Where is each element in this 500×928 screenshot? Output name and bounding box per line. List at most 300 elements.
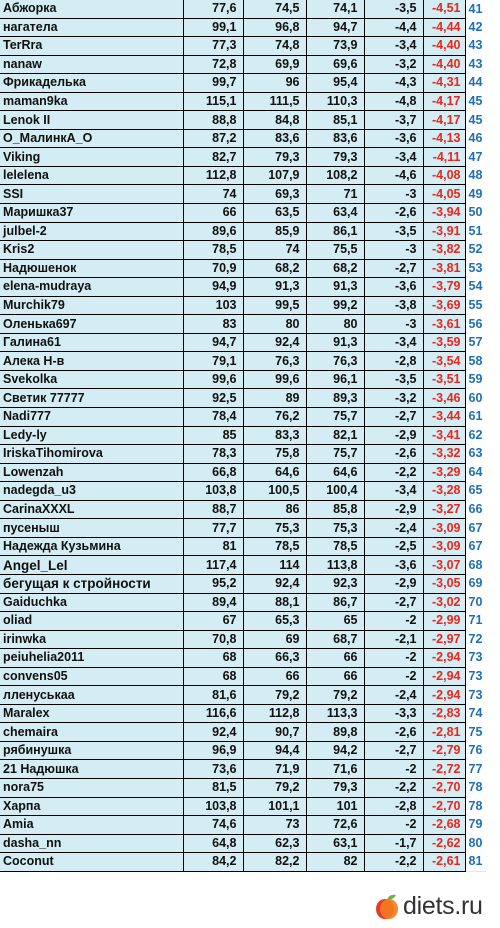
kg-change-cell: -3,6 xyxy=(364,129,423,148)
table-row xyxy=(0,482,486,501)
rank-cell: 41 xyxy=(465,0,486,18)
prev-weight-cell: 86 xyxy=(243,500,306,519)
start-weight-cell: 77,3 xyxy=(183,37,243,56)
start-weight-cell: 78,5 xyxy=(183,241,243,260)
prev-weight-cell: 74,5 xyxy=(243,0,306,18)
start-weight-cell: 117,4 xyxy=(183,556,243,575)
participant-name: maman9ka xyxy=(0,92,183,111)
current-weight-cell: 82 xyxy=(306,853,364,872)
percent-loss-cell: -4,40 xyxy=(423,37,465,56)
table-row xyxy=(0,686,486,705)
start-weight-cell: 67 xyxy=(183,612,243,631)
kg-change-cell: -2 xyxy=(364,667,423,686)
participant-name: Gaiduchka xyxy=(0,593,183,612)
table-row xyxy=(0,37,486,56)
participant-name: elena-mudraya xyxy=(0,278,183,297)
prev-weight-cell: 89 xyxy=(243,389,306,408)
rank-cell: 46 xyxy=(465,129,486,148)
current-weight-cell: 91,3 xyxy=(306,278,364,297)
rank-cell: 71 xyxy=(465,612,486,631)
table-row xyxy=(0,315,486,334)
percent-loss-cell: -2,94 xyxy=(423,686,465,705)
start-weight-cell: 70,9 xyxy=(183,259,243,278)
current-weight-cell: 85,1 xyxy=(306,111,364,130)
rank-cell: 45 xyxy=(465,92,486,111)
participant-name: Оленька697 xyxy=(0,315,183,334)
prev-weight-cell: 107,9 xyxy=(243,166,306,185)
rank-cell: 61 xyxy=(465,408,486,427)
rank-cell: 53 xyxy=(465,259,486,278)
current-weight-cell: 66 xyxy=(306,649,364,668)
kg-change-cell: -2,7 xyxy=(364,593,423,612)
participant-name: Алека Н-в xyxy=(0,352,183,371)
rank-cell: 45 xyxy=(465,111,486,130)
rank-cell: 50 xyxy=(465,204,486,223)
rank-cell: 67 xyxy=(465,519,486,538)
start-weight-cell: 88,7 xyxy=(183,500,243,519)
percent-loss-cell: -2,70 xyxy=(423,797,465,816)
table-row xyxy=(0,185,486,204)
percent-loss-cell: -3,32 xyxy=(423,445,465,464)
table-row xyxy=(0,333,486,352)
rank-cell: 57 xyxy=(465,333,486,352)
current-weight-cell: 95,4 xyxy=(306,74,364,93)
prev-weight-cell: 101,1 xyxy=(243,797,306,816)
current-weight-cell: 85,8 xyxy=(306,500,364,519)
percent-loss-cell: -2,79 xyxy=(423,741,465,760)
kg-change-cell: -3,5 xyxy=(364,222,423,241)
rank-cell: 59 xyxy=(465,370,486,389)
table-row xyxy=(0,667,486,686)
rank-cell: 47 xyxy=(465,148,486,167)
table-row xyxy=(0,519,486,538)
prev-weight-cell: 90,7 xyxy=(243,723,306,742)
current-weight-cell: 79,3 xyxy=(306,148,364,167)
current-weight-cell: 86,1 xyxy=(306,222,364,241)
participant-name: Надежда Кузьмина xyxy=(0,537,183,556)
rank-cell: 58 xyxy=(465,352,486,371)
current-weight-cell: 83,6 xyxy=(306,129,364,148)
prev-weight-cell: 99,6 xyxy=(243,370,306,389)
start-weight-cell: 74,6 xyxy=(183,816,243,835)
start-weight-cell: 77,7 xyxy=(183,519,243,538)
percent-loss-cell: -2,61 xyxy=(423,853,465,872)
start-weight-cell: 73,6 xyxy=(183,760,243,779)
prev-weight-cell: 91,3 xyxy=(243,278,306,297)
kg-change-cell: -2,9 xyxy=(364,500,423,519)
kg-change-cell: -4,6 xyxy=(364,166,423,185)
current-weight-cell: 79,3 xyxy=(306,778,364,797)
table-row xyxy=(0,649,486,668)
kg-change-cell: -3,3 xyxy=(364,704,423,723)
participant-name: Kris2 xyxy=(0,241,183,260)
rank-cell: 51 xyxy=(465,222,486,241)
current-weight-cell: 75,5 xyxy=(306,241,364,260)
table-row xyxy=(0,537,486,556)
current-weight-cell: 80 xyxy=(306,315,364,334)
table-row xyxy=(0,704,486,723)
kg-change-cell: -3,2 xyxy=(364,389,423,408)
kg-change-cell: -3,5 xyxy=(364,370,423,389)
current-weight-cell: 69,6 xyxy=(306,55,364,74)
kg-change-cell: -3,6 xyxy=(364,556,423,575)
participant-name: Фрикаделька xyxy=(0,74,183,93)
start-weight-cell: 99,7 xyxy=(183,74,243,93)
rank-cell: 65 xyxy=(465,482,486,501)
current-weight-cell: 75,3 xyxy=(306,519,364,538)
rank-cell: 48 xyxy=(465,166,486,185)
table-row xyxy=(0,92,486,111)
table-row xyxy=(0,834,486,853)
prev-weight-cell: 83,3 xyxy=(243,426,306,445)
current-weight-cell: 101 xyxy=(306,797,364,816)
kg-change-cell: -3,2 xyxy=(364,55,423,74)
kg-change-cell: -2,4 xyxy=(364,519,423,538)
prev-weight-cell: 83,6 xyxy=(243,129,306,148)
table-row xyxy=(0,408,486,427)
kg-change-cell: -3,5 xyxy=(364,0,423,18)
participant-name: нагатела xyxy=(0,18,183,37)
prev-weight-cell: 79,3 xyxy=(243,148,306,167)
rank-cell: 73 xyxy=(465,649,486,668)
start-weight-cell: 70,8 xyxy=(183,630,243,649)
kg-change-cell: -2,9 xyxy=(364,426,423,445)
prev-weight-cell: 69 xyxy=(243,630,306,649)
rank-cell: 75 xyxy=(465,723,486,742)
table-row xyxy=(0,166,486,185)
prev-weight-cell: 100,5 xyxy=(243,482,306,501)
percent-loss-cell: -2,94 xyxy=(423,667,465,686)
percent-loss-cell: -3,81 xyxy=(423,259,465,278)
percent-loss-cell: -3,82 xyxy=(423,241,465,260)
prev-weight-cell: 92,4 xyxy=(243,333,306,352)
participant-name: TerRra xyxy=(0,37,183,56)
table-row xyxy=(0,278,486,297)
percent-loss-cell: -3,51 xyxy=(423,370,465,389)
start-weight-cell: 78,3 xyxy=(183,445,243,464)
rank-cell: 72 xyxy=(465,630,486,649)
current-weight-cell: 91,3 xyxy=(306,333,364,352)
kg-change-cell: -3,4 xyxy=(364,482,423,501)
prev-weight-cell: 74,8 xyxy=(243,37,306,56)
current-weight-cell: 82,1 xyxy=(306,426,364,445)
start-weight-cell: 79,1 xyxy=(183,352,243,371)
percent-loss-cell: -4,44 xyxy=(423,18,465,37)
kg-change-cell: -2,8 xyxy=(364,797,423,816)
start-weight-cell: 72,8 xyxy=(183,55,243,74)
table-row xyxy=(0,853,486,872)
start-weight-cell: 89,6 xyxy=(183,222,243,241)
participant-name: nanaw xyxy=(0,55,183,74)
prev-weight-cell: 112,8 xyxy=(243,704,306,723)
prev-weight-cell: 84,8 xyxy=(243,111,306,130)
current-weight-cell: 71,6 xyxy=(306,760,364,779)
participant-name: nadegda_u3 xyxy=(0,482,183,501)
rank-cell: 60 xyxy=(465,389,486,408)
table-row xyxy=(0,241,486,260)
percent-loss-cell: -4,17 xyxy=(423,92,465,111)
prev-weight-cell: 99,5 xyxy=(243,296,306,315)
prev-weight-cell: 85,9 xyxy=(243,222,306,241)
table-row xyxy=(0,741,486,760)
prev-weight-cell: 96,8 xyxy=(243,18,306,37)
start-weight-cell: 66,8 xyxy=(183,463,243,482)
kg-change-cell: -2,2 xyxy=(364,463,423,482)
kg-change-cell: -2,7 xyxy=(364,408,423,427)
start-weight-cell: 81,5 xyxy=(183,778,243,797)
participant-name: Angel_Lel xyxy=(0,556,183,575)
percent-loss-cell: -4,11 xyxy=(423,148,465,167)
start-weight-cell: 92,4 xyxy=(183,723,243,742)
rank-cell: 43 xyxy=(465,37,486,56)
prev-weight-cell: 65,3 xyxy=(243,612,306,631)
participant-name: Маришка37 xyxy=(0,204,183,223)
current-weight-cell: 110,3 xyxy=(306,92,364,111)
prev-weight-cell: 64,6 xyxy=(243,463,306,482)
current-weight-cell: 113,8 xyxy=(306,556,364,575)
percent-loss-cell: -2,72 xyxy=(423,760,465,779)
participant-name: Абжорка xyxy=(0,0,183,18)
participant-name: Галина61 xyxy=(0,333,183,352)
rank-cell: 55 xyxy=(465,296,486,315)
prev-weight-cell: 80 xyxy=(243,315,306,334)
percent-loss-cell: -4,08 xyxy=(423,166,465,185)
table-row xyxy=(0,370,486,389)
percent-loss-cell: -2,83 xyxy=(423,704,465,723)
table-row xyxy=(0,760,486,779)
kg-change-cell: -2,1 xyxy=(364,630,423,649)
current-weight-cell: 63,1 xyxy=(306,834,364,853)
kg-change-cell: -2,7 xyxy=(364,741,423,760)
prev-weight-cell: 75,3 xyxy=(243,519,306,538)
participant-name: dasha_nn xyxy=(0,834,183,853)
prev-weight-cell: 111,5 xyxy=(243,92,306,111)
kg-change-cell: -2,6 xyxy=(364,723,423,742)
participant-name: Viking xyxy=(0,148,183,167)
kg-change-cell: -3,4 xyxy=(364,333,423,352)
current-weight-cell: 79,2 xyxy=(306,686,364,705)
start-weight-cell: 87,2 xyxy=(183,129,243,148)
start-weight-cell: 92,5 xyxy=(183,389,243,408)
rank-cell: 80 xyxy=(465,834,486,853)
participant-name: Светик 77777 xyxy=(0,389,183,408)
start-weight-cell: 112,8 xyxy=(183,166,243,185)
prev-weight-cell: 78,5 xyxy=(243,537,306,556)
participant-name: Lowenzah xyxy=(0,463,183,482)
kg-change-cell: -2,7 xyxy=(364,259,423,278)
current-weight-cell: 75,7 xyxy=(306,445,364,464)
table-row xyxy=(0,630,486,649)
current-weight-cell: 96,1 xyxy=(306,370,364,389)
rank-cell: 79 xyxy=(465,816,486,835)
rank-cell: 78 xyxy=(465,797,486,816)
start-weight-cell: 116,6 xyxy=(183,704,243,723)
percent-loss-cell: -2,97 xyxy=(423,630,465,649)
percent-loss-cell: -3,27 xyxy=(423,500,465,519)
kg-change-cell: -2,2 xyxy=(364,853,423,872)
participant-name: IriskaTihomirova xyxy=(0,445,183,464)
percent-loss-cell: -4,51 xyxy=(423,0,465,18)
table-row xyxy=(0,74,486,93)
current-weight-cell: 74,1 xyxy=(306,0,364,18)
participant-name: lelelena xyxy=(0,166,183,185)
current-weight-cell: 89,8 xyxy=(306,723,364,742)
rank-cell: 74 xyxy=(465,704,486,723)
kg-change-cell: -2 xyxy=(364,760,423,779)
percent-loss-cell: -3,09 xyxy=(423,537,465,556)
rank-cell: 78 xyxy=(465,778,486,797)
prev-weight-cell: 79,2 xyxy=(243,778,306,797)
participant-name: Nadi777 xyxy=(0,408,183,427)
rank-cell: 54 xyxy=(465,278,486,297)
percent-loss-cell: -2,68 xyxy=(423,816,465,835)
rank-cell: 81 xyxy=(465,853,486,872)
kg-change-cell: -2,2 xyxy=(364,778,423,797)
rank-cell: 67 xyxy=(465,537,486,556)
current-weight-cell: 100,4 xyxy=(306,482,364,501)
current-weight-cell: 71 xyxy=(306,185,364,204)
rank-cell: 64 xyxy=(465,463,486,482)
rank-cell: 73 xyxy=(465,686,486,705)
start-weight-cell: 103,8 xyxy=(183,482,243,501)
table-row xyxy=(0,18,486,37)
percent-loss-cell: -3,02 xyxy=(423,593,465,612)
kg-change-cell: -3 xyxy=(364,185,423,204)
participant-name: chemaira xyxy=(0,723,183,742)
start-weight-cell: 95,2 xyxy=(183,574,243,593)
kg-change-cell: -3,7 xyxy=(364,111,423,130)
rank-cell: 68 xyxy=(465,556,486,575)
participant-name: julbel-2 xyxy=(0,222,183,241)
table-row xyxy=(0,389,486,408)
participant-name: CarinaXXXL xyxy=(0,500,183,519)
prev-weight-cell: 66 xyxy=(243,667,306,686)
start-weight-cell: 94,7 xyxy=(183,333,243,352)
table-row xyxy=(0,556,486,575)
prev-weight-cell: 75,8 xyxy=(243,445,306,464)
table-row xyxy=(0,129,486,148)
prev-weight-cell: 114 xyxy=(243,556,306,575)
kg-change-cell: -2 xyxy=(364,649,423,668)
current-weight-cell: 66 xyxy=(306,667,364,686)
participant-name: Надюшенок xyxy=(0,259,183,278)
prev-weight-cell: 94,4 xyxy=(243,741,306,760)
percent-loss-cell: -3,91 xyxy=(423,222,465,241)
percent-loss-cell: -3,09 xyxy=(423,519,465,538)
start-weight-cell: 64,8 xyxy=(183,834,243,853)
kg-change-cell: -4,3 xyxy=(364,74,423,93)
current-weight-cell: 63,4 xyxy=(306,204,364,223)
percent-loss-cell: -3,29 xyxy=(423,463,465,482)
rank-cell: 42 xyxy=(465,18,486,37)
prev-weight-cell: 69,3 xyxy=(243,185,306,204)
kg-change-cell: -2,4 xyxy=(364,686,423,705)
prev-weight-cell: 88,1 xyxy=(243,593,306,612)
kg-change-cell: -3,4 xyxy=(364,37,423,56)
kg-change-cell: -3 xyxy=(364,241,423,260)
kg-change-cell: -3,4 xyxy=(364,148,423,167)
rank-cell: 43 xyxy=(465,55,486,74)
current-weight-cell: 73,9 xyxy=(306,37,364,56)
percent-loss-cell: -4,31 xyxy=(423,74,465,93)
kg-change-cell: -2,8 xyxy=(364,352,423,371)
current-weight-cell: 75,7 xyxy=(306,408,364,427)
percent-loss-cell: -2,70 xyxy=(423,778,465,797)
table-row xyxy=(0,222,486,241)
participant-name: лленуськаа xyxy=(0,686,183,705)
current-weight-cell: 99,2 xyxy=(306,296,364,315)
prev-weight-cell: 76,2 xyxy=(243,408,306,427)
kg-change-cell: -4,4 xyxy=(364,18,423,37)
start-weight-cell: 66 xyxy=(183,204,243,223)
current-weight-cell: 78,5 xyxy=(306,537,364,556)
kg-change-cell: -1,7 xyxy=(364,834,423,853)
participant-name: SSI xyxy=(0,185,183,204)
participant-name: peiuhelia2011 xyxy=(0,649,183,668)
table-row xyxy=(0,296,486,315)
rank-cell: 76 xyxy=(465,741,486,760)
prev-weight-cell: 68,2 xyxy=(243,259,306,278)
current-weight-cell: 89,3 xyxy=(306,389,364,408)
start-weight-cell: 103,8 xyxy=(183,797,243,816)
percent-loss-cell: -2,99 xyxy=(423,612,465,631)
prev-weight-cell: 71,9 xyxy=(243,760,306,779)
participant-name: nora75 xyxy=(0,778,183,797)
table-row xyxy=(0,612,486,631)
participant-name: oliad xyxy=(0,612,183,631)
current-weight-cell: 94,2 xyxy=(306,741,364,760)
kg-change-cell: -2,9 xyxy=(364,574,423,593)
rank-cell: 62 xyxy=(465,426,486,445)
table-row xyxy=(0,111,486,130)
start-weight-cell: 115,1 xyxy=(183,92,243,111)
current-weight-cell: 76,3 xyxy=(306,352,364,371)
kg-change-cell: -2 xyxy=(364,816,423,835)
current-weight-cell: 86,7 xyxy=(306,593,364,612)
prev-weight-cell: 82,2 xyxy=(243,853,306,872)
current-weight-cell: 94,7 xyxy=(306,18,364,37)
start-weight-cell: 81 xyxy=(183,537,243,556)
start-weight-cell: 85 xyxy=(183,426,243,445)
prev-weight-cell: 74 xyxy=(243,241,306,260)
table-row xyxy=(0,723,486,742)
table-row xyxy=(0,0,486,18)
prev-weight-cell: 63,5 xyxy=(243,204,306,223)
percent-loss-cell: -3,69 xyxy=(423,296,465,315)
start-weight-cell: 68 xyxy=(183,667,243,686)
table-row xyxy=(0,593,486,612)
percent-loss-cell: -4,40 xyxy=(423,55,465,74)
percent-loss-cell: -3,05 xyxy=(423,574,465,593)
current-weight-cell: 92,3 xyxy=(306,574,364,593)
percent-loss-cell: -2,94 xyxy=(423,649,465,668)
percent-loss-cell: -4,13 xyxy=(423,129,465,148)
percent-loss-cell: -4,17 xyxy=(423,111,465,130)
current-weight-cell: 65 xyxy=(306,612,364,631)
prev-weight-cell: 73 xyxy=(243,816,306,835)
table-row xyxy=(0,148,486,167)
rank-cell: 73 xyxy=(465,667,486,686)
site-logo xyxy=(374,891,483,921)
current-weight-cell: 64,6 xyxy=(306,463,364,482)
prev-weight-cell: 79,2 xyxy=(243,686,306,705)
rank-cell: 70 xyxy=(465,593,486,612)
participant-name: convens05 xyxy=(0,667,183,686)
percent-loss-cell: -2,62 xyxy=(423,834,465,853)
table-row xyxy=(0,463,486,482)
participant-name: Coconut xyxy=(0,853,183,872)
start-weight-cell: 84,2 xyxy=(183,853,243,872)
